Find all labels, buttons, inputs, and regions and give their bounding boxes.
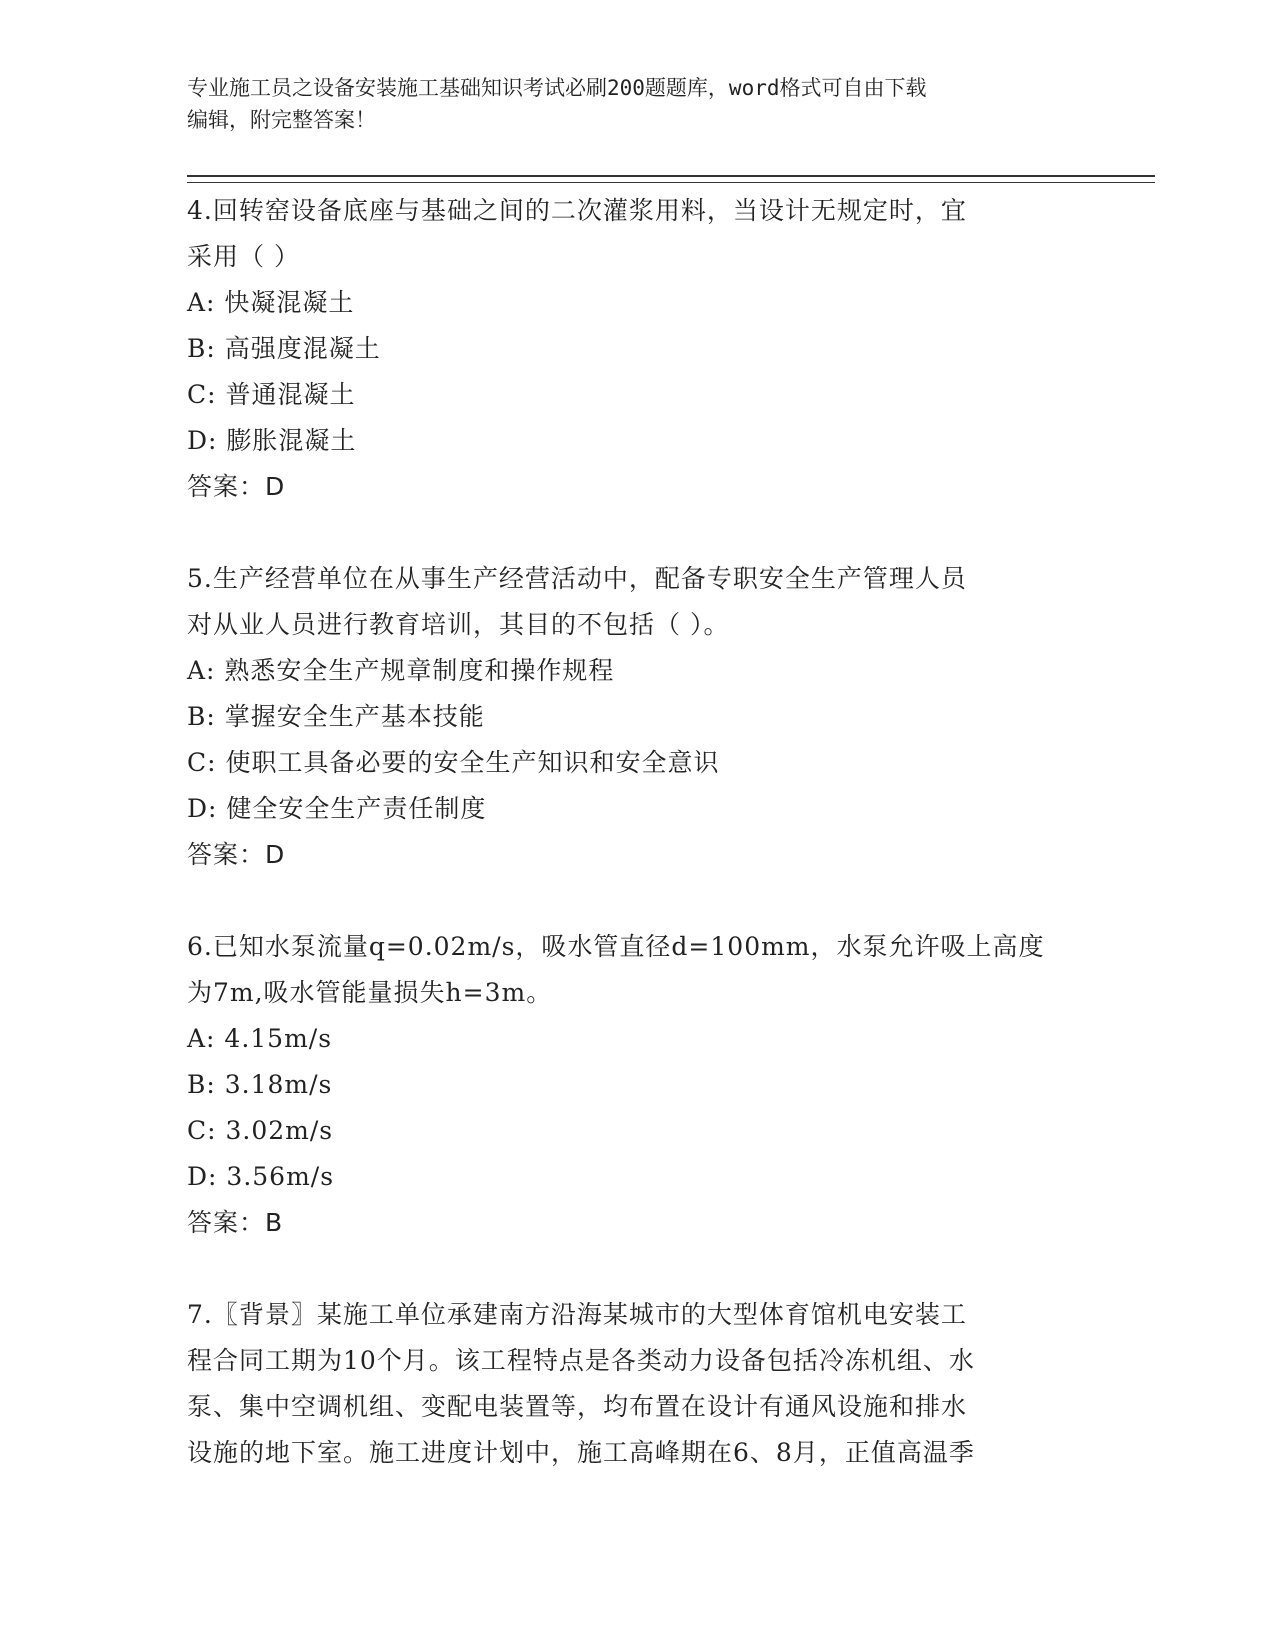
header-line-2: 编辑，附完整答案！ (187, 108, 376, 132)
header-divider-thin (187, 182, 1155, 183)
question-stem: 程合同工期为10个月。该工程特点是各类动力设备包括冷冻机组、水 (187, 1346, 975, 1375)
question-stem: 对从业人员进行教育培训，其目的不包括（ ）。 (187, 610, 730, 639)
option-b: B: 3.18m/s (187, 1070, 333, 1099)
answer: 答案：D (187, 840, 286, 869)
question-stem: 设施的地下室。施工进度计划中，施工高峰期在6、8月，正值高温季 (187, 1438, 975, 1467)
option-c: C: 使职工具备必要的安全生产知识和安全意识 (187, 748, 720, 777)
header-divider-thick (187, 175, 1155, 177)
answer: 答案：D (187, 472, 286, 501)
answer: 答案：B (187, 1208, 284, 1237)
question-stem: 采用（ ） (187, 242, 300, 271)
question-5 (187, 556, 1067, 878)
option-c: C: 3.02m/s (187, 1116, 334, 1145)
option-b: B: 掌握安全生产基本技能 (187, 702, 485, 731)
question-7 (187, 1292, 1067, 1476)
question-stem: 泵、集中空调机组、变配电装置等，均布置在设计有通风设施和排水 (187, 1392, 968, 1421)
option-a: A: 快凝混凝土 (187, 288, 355, 317)
document-header (187, 72, 1087, 136)
question-stem: 6.已知水泵流量q=0.02m/s，吸水管直径d=100mm，水泵允许吸上高度 (187, 932, 1045, 961)
question-list (187, 188, 1067, 1476)
option-a: A: 熟悉安全生产规章制度和操作规程 (187, 656, 615, 685)
option-d: D: 3.56m/s (187, 1162, 335, 1191)
question-4 (187, 188, 1067, 510)
question-stem: 4.回转窑设备底座与基础之间的二次灌浆用料，当设计无规定时，宜 (187, 196, 967, 225)
option-a: A: 4.15m/s (187, 1024, 333, 1053)
option-d: D: 膨胀混凝土 (187, 426, 357, 455)
question-stem: 为7m,吸水管能量损失h=3m。 (187, 978, 553, 1007)
option-b: B: 高强度混凝土 (187, 334, 381, 363)
question-stem: 5.生产经营单位在从事生产经营活动中，配备专职安全生产管理人员 (187, 564, 967, 593)
header-line-1: 专业施工员之设备安装施工基础知识考试必刷200题题库，word格式可自由下载 (187, 76, 927, 100)
question-stem: 7.〖背景〗某施工单位承建南方沿海某城市的大型体育馆机电安装工 (187, 1300, 967, 1329)
question-6 (187, 924, 1067, 1246)
option-d: D: 健全安全生产责任制度 (187, 794, 487, 823)
option-c: C: 普通混凝土 (187, 380, 356, 409)
